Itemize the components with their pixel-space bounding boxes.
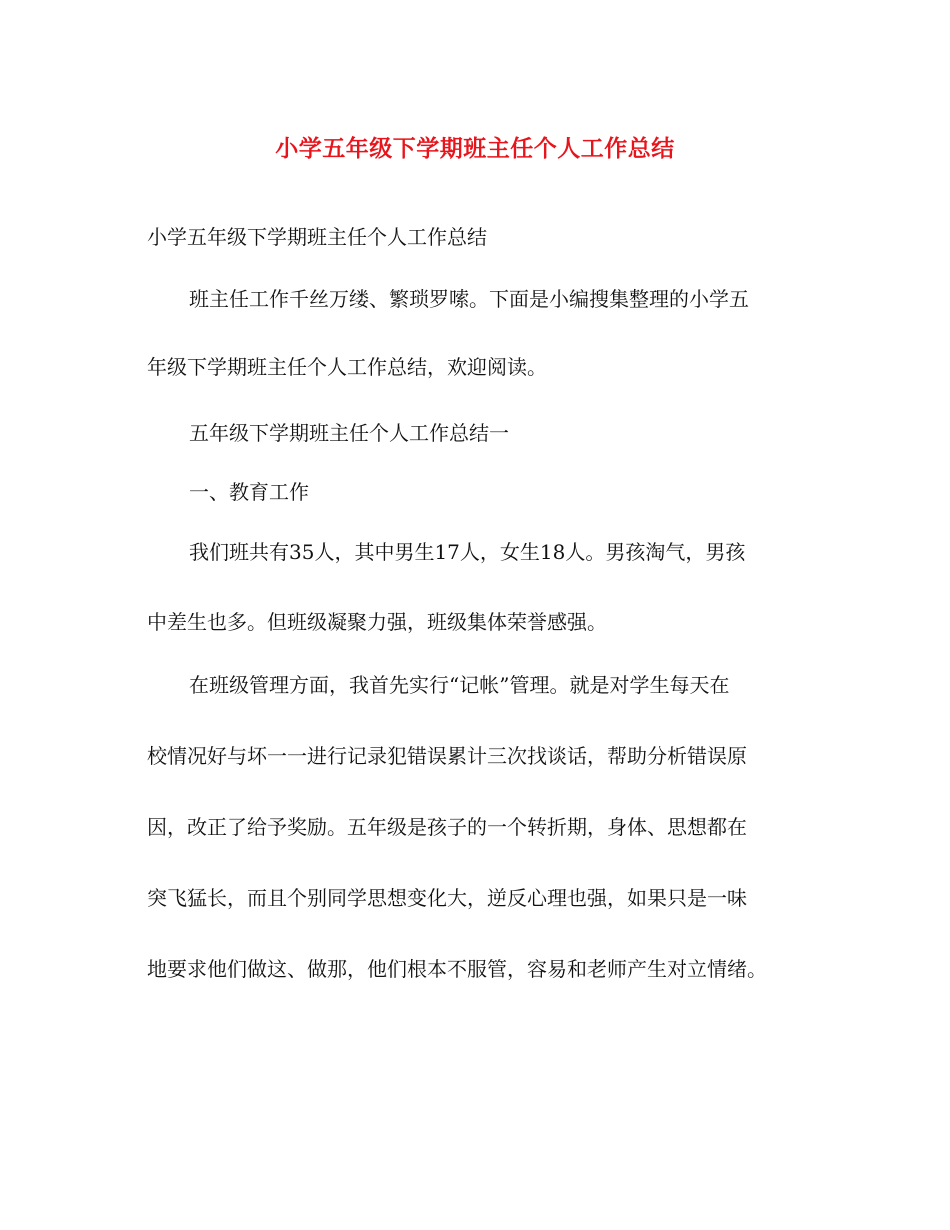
paragraph-line: 校情况好与坏一一进行记录犯错误累计三次找谈话，帮助分析错误原 xyxy=(147,744,747,768)
document-title: 小学五年级下学期班主任个人工作总结 xyxy=(275,135,675,162)
paragraph-line: 因，改正了给予奖励。五年级是孩子的一个转折期，身体、思想都在 xyxy=(147,815,747,839)
paragraph-line: 地要求他们做这、做那，他们根本不服管，容易和老师产生对立情绪。 xyxy=(147,957,767,981)
paragraph-line: 班主任工作千丝万缕、繁琐罗嗦。下面是小编搜集整理的小学五 xyxy=(189,287,749,311)
paragraph-line: 我们班共有35人，其中男生17人，女生18人。男孩淘气，男孩 xyxy=(189,540,746,564)
subsection-heading: 一、教育工作 xyxy=(189,480,309,504)
paragraph-line: 突飞猛长，而且个别同学思想变化大，逆反心理也强，如果只是一味 xyxy=(147,886,747,910)
paragraph-line: 年级下学期班主任个人工作总结，欢迎阅读。 xyxy=(147,355,547,379)
document-subtitle-line: 小学五年级下学期班主任个人工作总结 xyxy=(147,225,487,249)
paragraph-line: 在班级管理方面，我首先实行“记帐”管理。就是对学生每天在 xyxy=(189,673,730,697)
section-heading: 五年级下学期班主任个人工作总结一 xyxy=(189,421,509,445)
paragraph-line: 中差生也多。但班级凝聚力强，班级集体荣誉感强。 xyxy=(147,610,607,634)
